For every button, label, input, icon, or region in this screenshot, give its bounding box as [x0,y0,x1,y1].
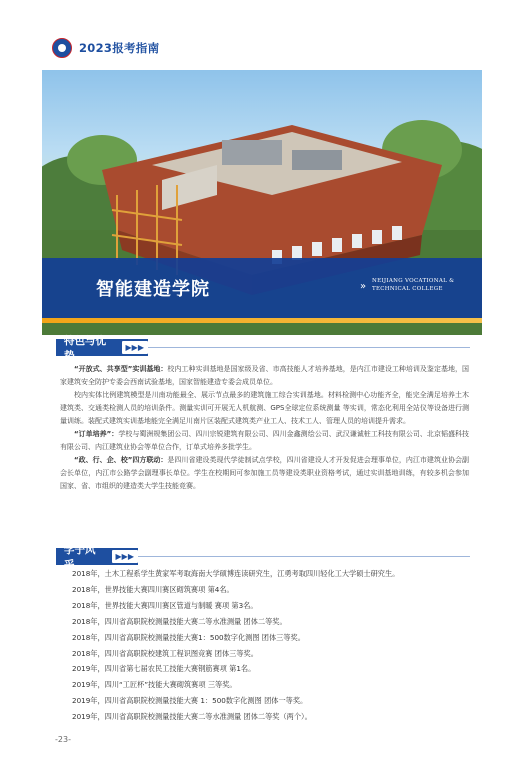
list-item: 2019年，四川“工匠杯”技能大赛砌筑赛项 三等奖。 [72,680,237,690]
english-line-2: TECHNICAL COLLEGE [372,286,443,292]
list-item: 2018年，四川省高职院校建筑工程识图竞赛 团体三等奖。 [72,648,258,658]
english-college-name [372,277,454,293]
features-paragraphs [60,363,469,493]
section-divider [138,556,470,557]
header-title: 2023报考指南 [79,41,160,55]
college-name-title: 智能建造学院 [96,279,210,300]
triple-arrow-icon: ▶▶▶ [122,341,148,354]
paragraph-1-lead: “开放式、共享型”实训基地： [74,365,168,373]
list-item: 2019年，四川省第七届农民工技能大赛钢筋赛项 第1名。 [72,664,256,674]
triple-arrow-icon: ▶▶▶ [112,550,138,563]
paragraph-3-lead: “订单培养”： [74,430,119,438]
list-item: 2018年，世界技能大赛四川赛区砌筑赛项 第4名。 [72,584,234,594]
english-line-1: NEIJIANG VOCATIONAL & [372,278,455,284]
list-item: 2019年，四川省高职院校测量技能大赛 1：500数字化测图 团体一等奖。 [72,696,308,706]
college-logo-icon [52,38,72,58]
paragraph-2: 校内实体比例建筑模型是川南功能最全、展示节点最多的建筑施工综合实训基地。材料检测中心功能齐全，能完全满足培养土木建筑类、交通类检测人员的培训条件。测量实训可开展无人机航测、GPS全球定位系统测量 等实训，常态化利用全站仪等设备进行测量训练。装配式建筑实训基地能完全满足川南片区装配式建筑类产业工人、技术工人、管理人员的培训提升需求。 [60,391,469,425]
page-header [52,37,159,59]
paragraph-3-text: 学校与蜀洲规集团公司、四川宗锐建筑有限公司、四川金鑫测绘公司、武汉谦诚桩工科技有限公司、北京韬盛科技有限公司、内江建筑业协会等单位合作，订单式培养多批学生。 [60,430,470,451]
section-divider [148,347,470,348]
list-item: 2018年，四川省高职院校测量技能大赛1：500数字化测图 团体三等奖。 [72,632,305,642]
page-number: -23- [55,735,71,744]
banner-accent-bar [42,318,482,323]
section-title: 学子风采 [64,543,96,571]
section-title: 特色与优势 [64,334,106,362]
paragraph-4-lead: “政、行、企、校”四方联动： [74,456,168,464]
list-item: 2018年，土木工程系学生黄家军考取海南大学硕博连读研究生，江勇考取四川轻化工大学硕士研究生。 [72,569,400,578]
list-item: 2018年，四川省高职院校测量技能大赛二等水准测量 团体二等奖。 [72,616,287,626]
section-heading-students [56,543,138,571]
list-item: 2019年，四川省高职院校测量技能大赛二等水准测量 团体二等奖（两个）。 [72,712,312,722]
paragraph-3 [60,428,469,454]
paragraph-1 [60,363,469,389]
awards-list [72,566,399,725]
section-heading-features [56,334,148,362]
paragraph-4-text: 是四川省建设类现代学徒制试点学校，四川省建设人才开发促进会理事单位，内江市建筑业协会副会长单位，内江市公路学会副理事长单位。学生在校期间可参加施工员等建设类职业资格考试，通过实训基地训练，有较多机会参加国家、省、市组织的建造类大学生技能竞赛。 [60,456,470,490]
double-arrow-icon: » [360,281,367,292]
paragraph-4 [60,454,469,493]
list-item: 2018年，世界技能大赛四川赛区管道与制暖 赛项 第3名。 [72,600,258,610]
paragraph-1-text: 校内工种实训基地是国家级及省、市高技能人才培养基地，是内江市建设工种培训及鉴定基地，国家建筑安全防护专委会西南试验基地，国家智能建造专委会成员单位。 [60,365,470,386]
